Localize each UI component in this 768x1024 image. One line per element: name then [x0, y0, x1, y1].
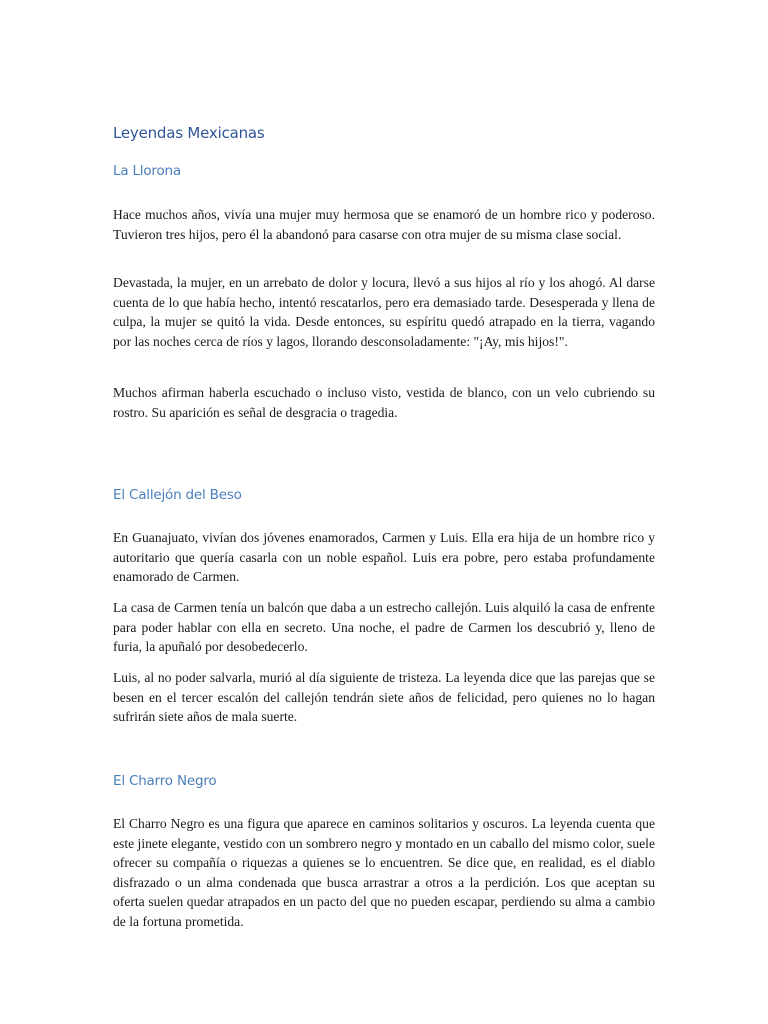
paragraph: En Guanajuato, vivían dos jóvenes enamorados, Carmen y Luis. Ella era hija de un hombre rico y autoritario que quería casarla con un noble español. Luis era pobre, pero estaba profundamente enamorado de Carmen.: [113, 530, 655, 584]
paragraph: Luis, al no poder salvarla, murió al día siguiente de tristeza. La leyenda dice que las parejas que se besen en el tercer escalón del callejón tendrán siete años de felicidad, pero quienes no lo hagan sufrirán siete años de mala suerte.: [113, 670, 655, 724]
paragraph: Devastada, la mujer, en un arrebato de dolor y locura, llevó a sus hijos al río y los ahogó. Al darse cuenta de lo que había hecho, intentó rescatarlos, pero era demasiado tarde. Desesperada y llena de culpa, la mujer se quitó la vida. Desde entonces, su espíritu quedó atrapado en la tierra, vagando por las noches cerca de ríos y lagos, llorando desconsoladamente: "¡Ay, mis hijos!".: [113, 275, 655, 349]
section-heading-la-llorona: La Llorona: [113, 163, 181, 179]
paragraph: Hace muchos años, vivía una mujer muy hermosa que se enamoró de un hombre rico y poderoso. Tuvieron tres hijos, pero él la abandonó para casarse con otra mujer de su misma clase social.: [113, 207, 655, 242]
paragraph: Muchos afirman haberla escuchado o incluso visto, vestida de blanco, con un velo cubriendo su rostro. Su aparición es señal de desgracia o tragedia.: [113, 385, 655, 420]
document-title: Leyendas Mexicanas: [113, 124, 265, 142]
section-heading-el-charro-negro: El Charro Negro: [113, 773, 217, 789]
paragraph: El Charro Negro es una figura que aparece en caminos solitarios y oscuros. La leyenda cuenta que este jinete elegante, vestido con un sombrero negro y montado en un caballo del mismo color, suele ofrecer su compañía o riquezas a quienes se lo encuentren. Se dice que, en realidad, es el diablo disfrazado o un alma condenada que busca arrastrar a otros a la perdición. Los que aceptan su oferta suelen quedar atrapados en un pacto del que no pueden escapar, perdiendo su alma a cambio de la fortuna prometida.: [113, 816, 655, 929]
section-heading-el-callejon-del-beso: El Callejón del Beso: [113, 487, 242, 503]
paragraph: La casa de Carmen tenía un balcón que daba a un estrecho callejón. Luis alquiló la casa de enfrente para poder hablar con ella en secreto. Una noche, el padre de Carmen los descubrió y, lleno de furia, la apuñaló por desobedecerlo.: [113, 600, 655, 654]
